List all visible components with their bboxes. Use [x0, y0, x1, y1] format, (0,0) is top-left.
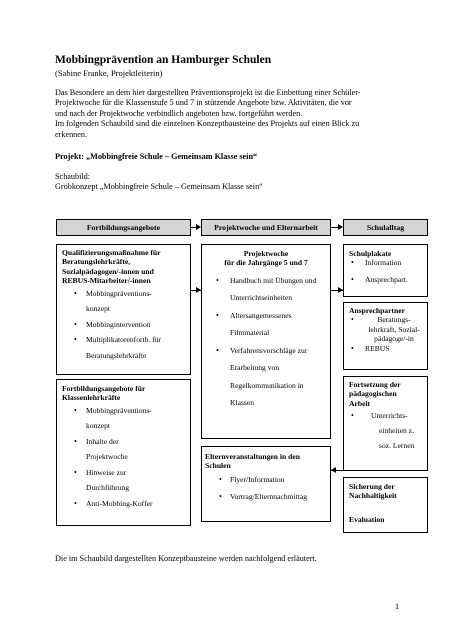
- arrow-right-icon: [338, 224, 343, 230]
- header-projektwoche-elternarbeit: Projektwoche und Elternarbeit: [201, 219, 331, 236]
- klassenlehrkraefte-title: Fortbildungsangebote für Klassenlehrkräfte: [62, 384, 146, 403]
- sicherung-title: Sicherung der Nachhaltigkeit: [349, 482, 397, 501]
- klassenlehrkraefte-list: [62, 403, 190, 512]
- sicherung-box: [343, 477, 428, 533]
- schulplakate-box: [343, 244, 428, 297]
- eltern-title: Elternveranstaltungen in den Schulen: [205, 452, 300, 471]
- ansprechpartner-box: [343, 302, 428, 370]
- list-item: • Flyer/Information: [205, 471, 330, 489]
- list-item: • Unterrichts- einheiten z. soz. Lernen: [349, 408, 427, 453]
- header-schulalltag: Schulalltag: [343, 219, 428, 236]
- fortsetzung-title: Fortsetzung der pädagogischen Arbeit: [349, 380, 401, 408]
- intro-line: Projektwoche für die Klassenstufe 5 und 7 in stützende Angebote bzw. Aktivitäten, die vor: [55, 98, 352, 108]
- list-item: • Information: [349, 258, 427, 268]
- list-item: • Mobbingpräventions- konzept: [62, 286, 190, 317]
- arrow-left-icon: [331, 467, 336, 473]
- klassenlehrkraefte-box: [56, 379, 191, 526]
- list-item: • Ansprechpart.: [349, 275, 427, 285]
- list-item: • Mobbingpräventions- konzept: [62, 403, 190, 434]
- list-item: • Inhalte der Projektwoche: [62, 434, 190, 465]
- qualifizierung-title: Qualifizierungsmaßnahme für Beratungslehrkräfte, Sozialpädagogen/-innen und REBUS-Mitarbeiter/-innen: [62, 248, 161, 286]
- schulplakate-list: [349, 258, 427, 285]
- document-subtitle: (Sabine Franke, Projektleiterin): [55, 68, 163, 78]
- ansprechpartner-title: Ansprechpartner: [349, 306, 405, 315]
- list-item: • Anti-Mobbing-Koffer: [62, 496, 190, 512]
- elternveranstaltungen-box: [201, 446, 331, 522]
- projektwoche-box: [201, 244, 331, 439]
- eltern-list: [205, 471, 330, 506]
- ansprechpartner-list: [349, 315, 427, 353]
- schaubild-caption: [55, 172, 263, 193]
- intro-line: erkennen.: [55, 129, 88, 139]
- schulplakate-title: Schulplakate: [349, 249, 392, 258]
- list-item: • REBUS: [349, 344, 427, 353]
- schaubild-label: Schaubild:: [55, 172, 91, 181]
- projektwoche-list: [202, 272, 330, 412]
- list-item: • Mobbingintervention: [62, 317, 190, 333]
- list-item: • Altersangemessenes Filmmaterial: [202, 307, 330, 342]
- list-item: • Beratungs- lehrkraft, Sozial- pädagoge/-in: [349, 315, 427, 343]
- page-number: 1: [395, 602, 400, 611]
- list-item: • Multiplikatorenfortb. für Beratungslehrkräfte: [62, 332, 190, 363]
- intro-line: Das Besondere an dem hier dargestellten Präventionsprojekt ist die Einbettung einer Schüler-: [55, 88, 361, 97]
- intro-line: und nach der Projektwoche verbindlich angeboten bzw. fortgeführt werden.: [55, 108, 303, 118]
- arrow-line: [331, 227, 338, 228]
- intro-paragraph: [55, 88, 405, 140]
- list-item: • Handbuch mit Übungen und Unterrichtseinheiten: [202, 272, 330, 307]
- qualifizierung-list: [62, 286, 190, 364]
- projektwoche-title: Projektwoche für die Jahrgänge 5 und 7: [224, 249, 308, 268]
- grobkonzept-label: Grobkonzept „Mobbingfreie Schule – Gemeinsam Klasse sein“: [55, 182, 263, 192]
- intro-line: Im folgenden Schaubild sind die einzelnen Konzeptbausteine des Projekts auf einen Blick zu: [55, 119, 360, 129]
- fortsetzung-list: [349, 408, 427, 453]
- list-item: • Verfahrensvorschläge zur Erarbeitung von Regelkommunikation in Klassen: [202, 342, 330, 412]
- document-title: Mobbingprävention an Hamburger Schulen: [55, 54, 272, 66]
- arrow-right-icon: [196, 224, 201, 230]
- evaluation-label: Evaluation: [349, 514, 385, 524]
- qualifizierung-box: [56, 244, 191, 375]
- footer-text: Die im Schaubild dargestellten Konzeptbausteine werden nachfolgend erläutert.: [55, 554, 317, 563]
- project-heading: Projekt: „Mobbingfreie Schule – Gemeinsam Klasse sein“: [55, 152, 258, 161]
- list-item: • Hinweise zur Durchführung: [62, 465, 190, 496]
- header-fortbildungsangebote: Fortbildungsangebote: [56, 219, 191, 236]
- list-item: • Vortrag/Elternnachmittag: [205, 488, 330, 506]
- fortsetzung-box: [343, 376, 428, 471]
- arrow-right-icon: [196, 287, 201, 293]
